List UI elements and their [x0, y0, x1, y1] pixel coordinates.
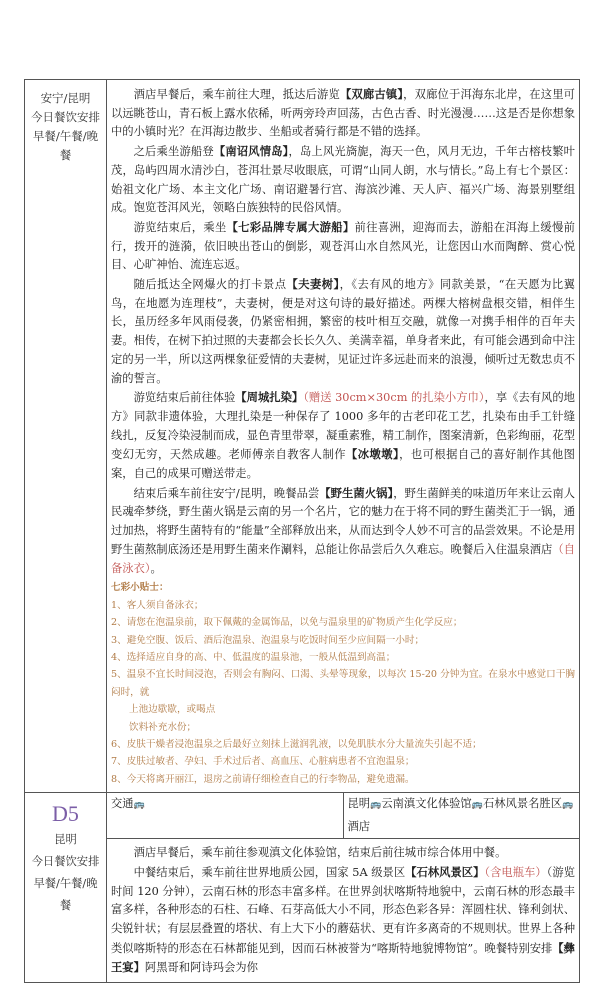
paragraph	[111, 863, 575, 978]
paragraph	[111, 275, 575, 388]
bus-icon: 🚌	[370, 800, 382, 811]
highlight-attraction: 【冰墩墩】	[346, 447, 400, 462]
paragraph	[111, 218, 575, 275]
route-stop: 石林风景名胜区	[482, 797, 563, 811]
text-segment: 随后抵达全网爆火的打卡景点	[133, 278, 287, 292]
day4-meals-label: 今日餐饮安排	[31, 110, 100, 124]
route-stop: 昆明	[347, 797, 371, 811]
bus-icon: 🚌	[133, 800, 145, 811]
day5-meals-label: 今日餐饮安排	[31, 855, 100, 869]
text-segment: （游览时间 120 分钟），云南石林的形态丰富多样。在世界剑状喀斯特地貌中，云南石林的形态最丰富多样，各种形态的石柱、石峰、石芽高低大小不同，形态色彩各异：浑圆柱状、锋利剑状、尖锐针状；有层层叠置的塔状、有上大下小的蘑菇状、更有许多离奇的不规则状。世界上各种类似喀斯特的形态在石林都能见到，因而石林被誉为“喀斯特地貌博物馆”。晚餐特别安排	[111, 865, 575, 955]
day5-content	[107, 839, 580, 983]
highlight-attraction: 【石林风景区】	[405, 864, 485, 879]
text-segment: ，双廊位于洱海东北岸，在这里可以远眺苍山，青石板上露水依稀，听两旁玲声回荡，古色古香、时光漫漫……这是否是你想象中的小镇时光？在洱海边散步、坐船或者骑行都是不错的选择。	[111, 88, 575, 139]
text-segment: 游览结束后前往体验	[133, 391, 236, 405]
highlight-note: （自备泳衣）	[111, 542, 575, 575]
text-segment: ，岛上风光旖旎，海天一色，风月无边，千年古榕枝繁叶茂，岛屿四周水清沙白，苍洱壮景尽收眼底，可谓“山同人朗，水与情长。”岛上有七个景区：始祖文化广场、本主文化广场、南诏避暑行宫、海滨沙滩、天人庐、福兴广场、海景别墅组成。饱览苍洱风光，领略白族独特的民俗风情。	[111, 145, 575, 215]
highlight-note: （赠送 30cm×30cm 的扎染小方巾）	[303, 391, 485, 405]
highlight-attraction: 【七彩品牌专属大游船】	[226, 219, 355, 234]
tip-item: 饮料补充水份；	[129, 721, 197, 733]
tip-item: 1、客人须自备泳衣；	[111, 599, 204, 611]
text-segment: 。	[150, 561, 162, 575]
day4-meals: 早餐/午餐/晚	[32, 129, 99, 143]
transport-route	[343, 793, 580, 839]
highlight-attraction: 【彝王宴】	[111, 940, 575, 975]
tip-item: 3、避免空腹、饭后、酒后泡温泉、泡温泉与吃饭时间至少应间隔一小时；	[111, 634, 425, 646]
text-segment: ，享《去有风的地方》同款非遗体验，大理扎染是一种保存了 1000 多年的古老印花工艺，扎染布由手工针缝线扎，反复冷染浸制而成，显色青里带翠，凝重素雅，精工制作，图案清新，色彩绚丽，花型变幻无穷，天然成趣。老师傅亲自教客人制作	[111, 391, 575, 462]
route-stop: 酒店	[347, 820, 371, 834]
text-segment: 结束后乘车前往安宁/昆明，晚餐品尝	[133, 486, 320, 500]
tip-item: 2、请您在泡温泉前，取下佩戴的金属饰品，以免与温泉里的矿物质产生化学反应；	[111, 617, 463, 629]
highlight-attraction: 【野生菌火锅】	[319, 485, 394, 500]
day-label: D5	[52, 801, 79, 827]
text-segment: 阿黑哥和阿诗玛会为你	[144, 961, 258, 975]
paragraph	[111, 484, 575, 579]
highlight-attraction: 【夫妻树】	[286, 277, 340, 292]
bus-icon: 🚌	[562, 800, 574, 811]
text-segment: ，野生菌鲜美的味道历年来让云南人民魂牵梦绕，野生菌火锅是云南的另一个名片，它的魅力在于将不同的野生菌类汇于一锅，通过加热，将野生菌特有的“能量”全部释放出来，从而达到令人妙不可言的品尝效果。不论是用野生菌熬制底汤还是用野生菌来作涮料，总能让你品尝后久久难忘。晚餐后入住温泉酒店	[111, 486, 575, 556]
day4-paragraphs	[111, 85, 575, 578]
tip-item: 4、选择适应自身的高、中、低温度的温泉池，一般从低温到高温；	[111, 651, 396, 663]
highlight-attraction: 【南诏风情岛】	[213, 144, 289, 159]
paragraph	[111, 142, 575, 218]
tip-item: 5、温泉不宜长时间浸泡，否则会有胸闷、口渴、头晕等现象，以每次 15-20 分钟为宜。在泉水中感觉口干胸闷时，就	[111, 669, 575, 698]
transport-label-cell	[107, 793, 344, 839]
itinerary-table	[24, 79, 580, 983]
day5-meals-cont: 餐	[59, 899, 72, 913]
text-segment: 酒店早餐后，乘车前往参观滇文化体验馆，结束后前往城市综合体用中餐。	[133, 846, 507, 860]
text-segment: 之后乘坐游船登	[133, 145, 214, 159]
day5-transport-row	[25, 793, 580, 839]
text-segment: 中餐结束后，乘车前往世界地质公园，国家 5A 级景区	[133, 865, 406, 879]
day4-row	[25, 80, 580, 793]
tip-item: 上池边歇歇，或喝点	[129, 704, 216, 716]
tip-item: 7、皮肤过敏者、孕妇、手术过后者、高血压、心脏病患者不宜泡温泉；	[111, 756, 415, 768]
day5-row	[25, 839, 580, 983]
paragraph	[111, 844, 575, 863]
highlight-attraction: 【周城扎染】	[235, 390, 304, 405]
text-segment: ，《去有风的地方》同款美景，“在天愿为比翼鸟，在地愿为连理枝”，夫妻树，便是对这句诗的最好描述。两棵大榕树盘根交错，相伴生长，虽历经多年风雨侵袭，仍紧密相拥，繁密的枝叶相互交融，就像一对携手相伴的百年夫妻。相传，在树下拍过照的夫妻都会长长久久、美满幸福，单身者来此，有可能会遇到命中注定的另一半，所以这两棵象征爱情的夫妻树，见证过许多远赴而来的浪漫，倾听过无数忠贞不渝的誓言。	[111, 278, 575, 385]
day5-meta-cell	[25, 793, 107, 983]
text-segment: 酒店早餐后，乘车前往大理，抵达后游览	[133, 88, 340, 101]
day5-meals: 早餐/午餐/晚	[33, 877, 98, 891]
paragraph	[111, 85, 575, 142]
bus-icon: 🚌	[471, 800, 483, 811]
tips-section	[111, 579, 575, 788]
highlight-note: （含电瓶车）	[484, 865, 547, 879]
text-segment: ，也可根据自己的喜好制作其他图案，自己的成果可赠送带走。	[111, 448, 575, 481]
highlight-attraction: 【双廊古镇】	[340, 87, 404, 101]
tip-item: 6、皮肤干燥者浸泡温泉之后最好立刻抹上滋润乳液，以免肌肤水分大量流失引起不适；	[111, 738, 482, 750]
paragraph	[111, 388, 575, 484]
text-segment: 游览结束后，乘坐	[133, 220, 227, 234]
day4-meals-cont: 餐	[59, 148, 72, 162]
route-stop: 云南滇文化体验馆	[381, 797, 472, 811]
day4-content	[107, 80, 580, 793]
day5-paragraphs	[111, 844, 575, 978]
day4-city: 安宁/昆明	[40, 91, 91, 105]
day4-meta-cell	[25, 80, 107, 793]
transport-label: 交通	[111, 797, 134, 811]
tips-title: 七彩小贴士：	[111, 582, 169, 594]
text-segment: 前往喜洲，迎海而去，游船在洱海上缓慢前行，拨开的涟漪，依旧映出苍山的倒影，观苍洱山水自然风光，让您因山水而陶醉、赏心悦目、心旷神怡、流连忘返。	[111, 220, 575, 272]
day5-city: 昆明	[54, 833, 77, 847]
tip-item: 8、今天将离开丽江，退房之前请仔细检查自己的行李物品，避免遗漏。	[111, 773, 415, 785]
